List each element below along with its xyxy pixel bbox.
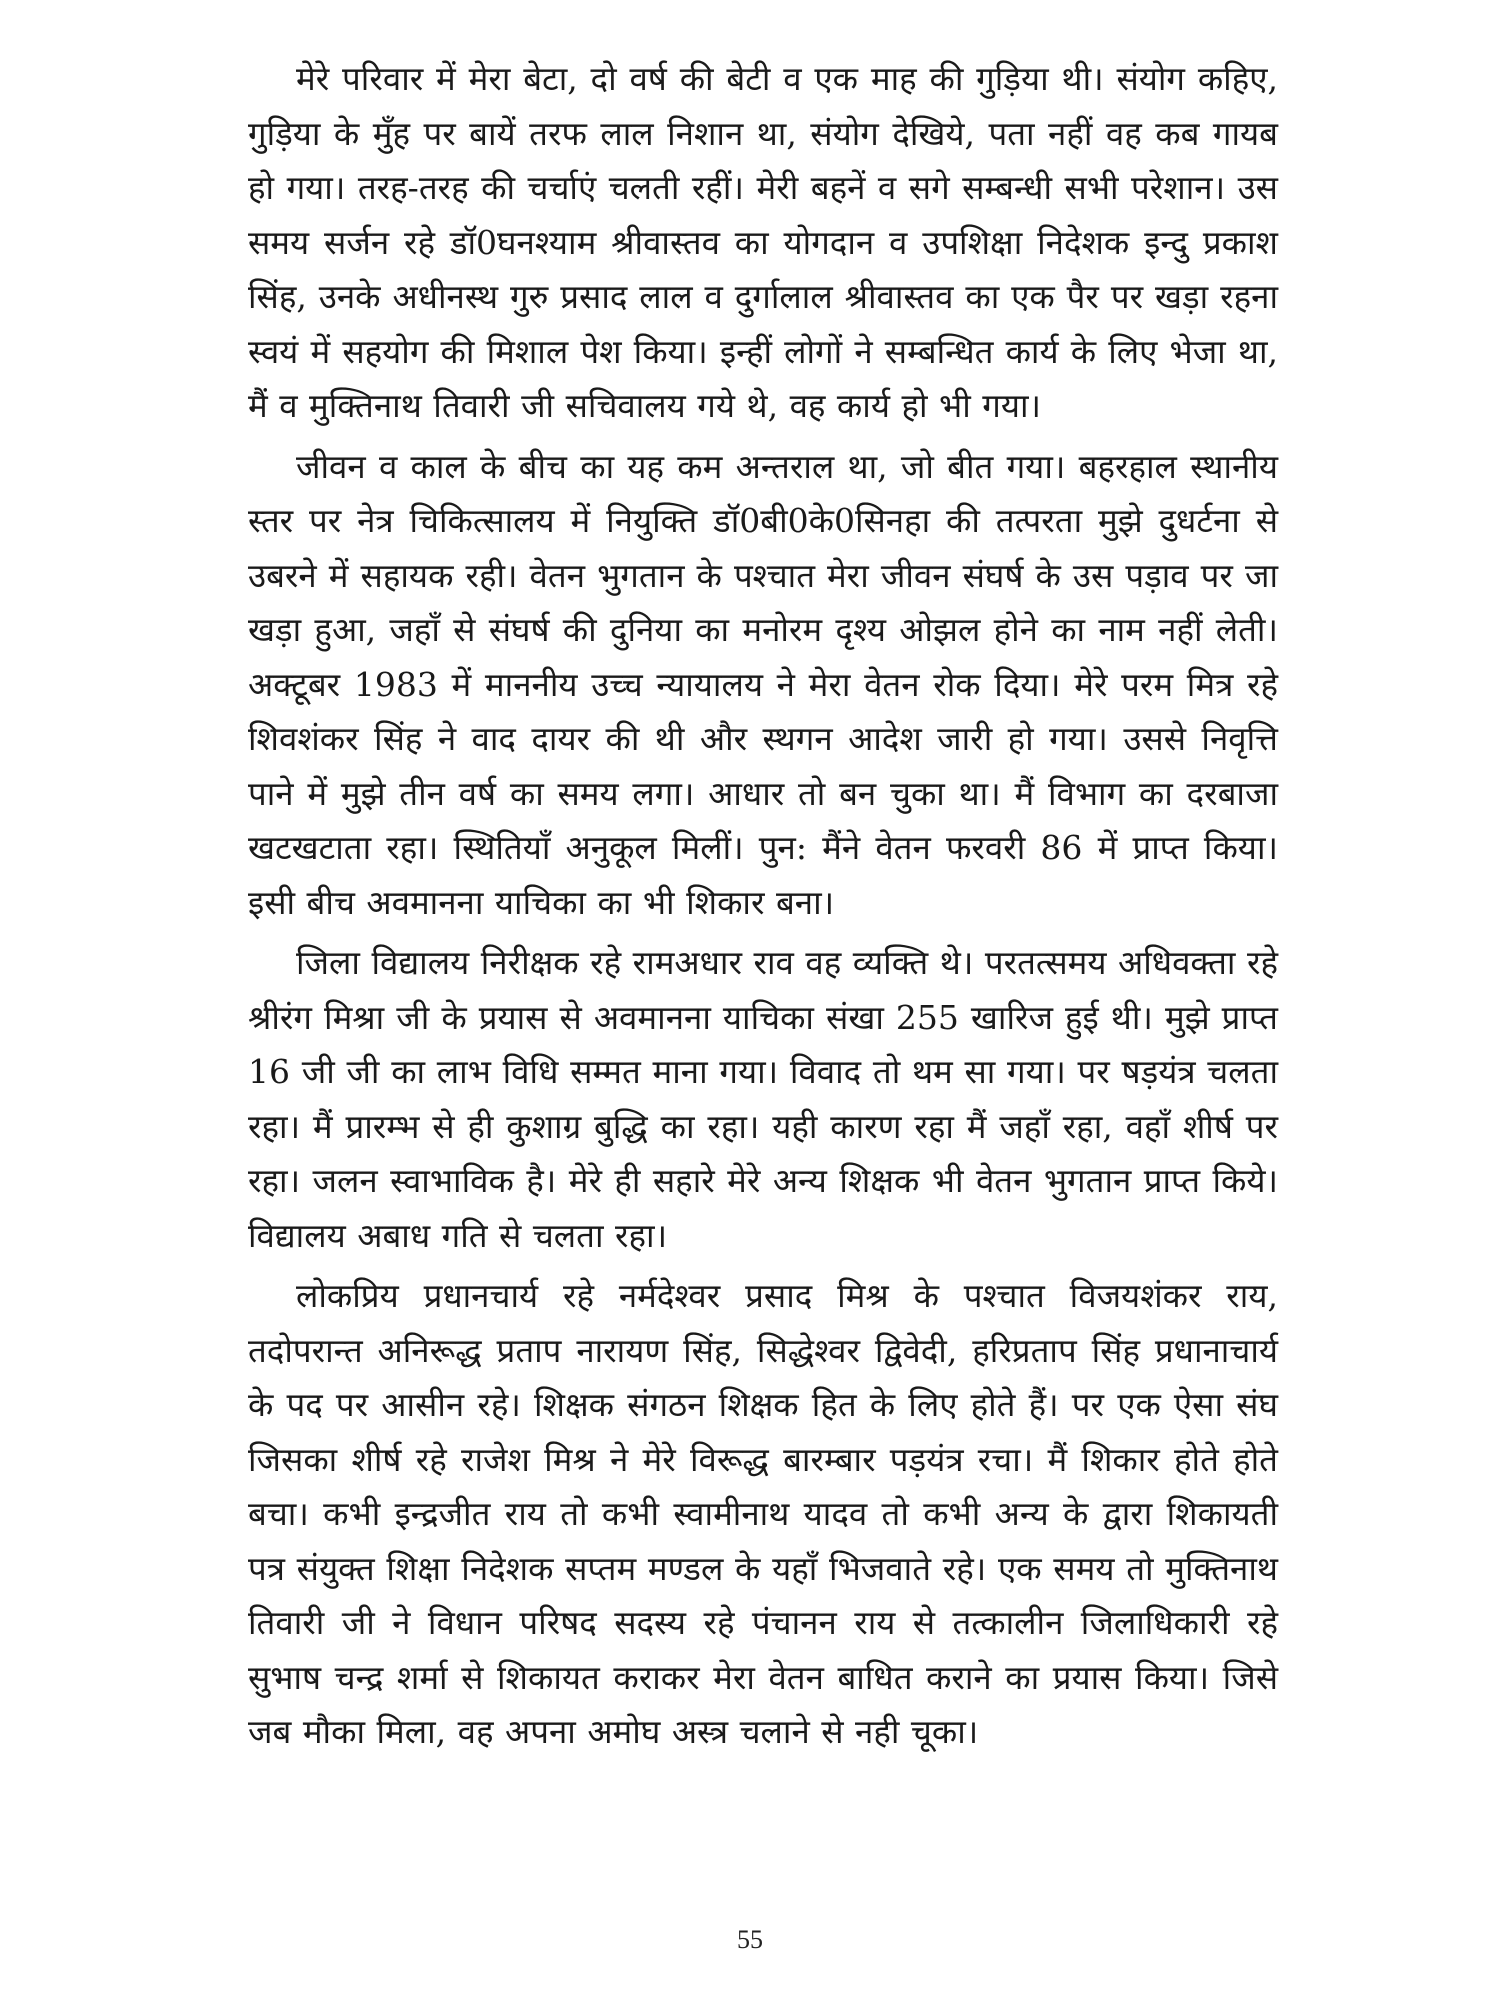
page-number: 55 bbox=[737, 1925, 763, 1954]
page-body bbox=[248, 52, 1278, 1766]
paragraph-1: मेरे परिवार में मेरा बेटा, दो वर्ष की बेटी व एक माह की गुड़िया थी। संयोग कहिए, गुड़िया के मुँह पर बायें तरफ लाल निशान था, संयोग देखिये, पता नहीं वह कब गायब हो गया। तरह-तरह की चर्चाएं चलती रहीं। मेरी बहनें व सगे सम्बन्धी सभी परेशान। उस समय सर्जन रहे डॉ0घनश्याम श्रीवास्तव का योगदान व उपशिक्षा निदेशक इन्दु प्रकाश सिंह, उनके अधीनस्थ गुरु प्रसाद लाल व दुर्गालाल श्रीवास्तव का एक पैर पर खड़ा रहना स्वयं में सहयोग की मिशाल पेश किया। इन्हीं लोगों ने सम्बन्धित कार्य के लिए भेजा था, मैं व मुक्तिनाथ तिवारी जी सचिवालय गये थे, वह कार्य हो भी गया। bbox=[248, 59, 1278, 425]
paragraph-2: जीवन व काल के बीच का यह कम अन्तराल था, जो बीत गया। बहरहाल स्थानीय स्तर पर नेत्र चिकित्सालय में नियुक्ति डॉ0बी0के0सिनहा की तत्परता मुझे दुधर्टना से उबरने में सहायक रही। वेतन भुगतान के पश्चात मेरा जीवन संघर्ष के उस पड़ाव पर जा खड़ा हुआ, जहाँ से संघर्ष की दुनिया का मनोरम दृश्य ओझल होने का नाम नहीं लेती। अक्टूबर 1983 में माननीय उच्च न्यायालय ने मेरा वेतन रोक दिया। मेरे परम मित्र रहे शिवशंकर सिंह ने वाद दायर की थी और स्थगन आदेश जारी हो गया। उससे निवृत्ति पाने में मुझे तीन वर्ष का समय लगा। आधार तो बन चुका था। मैं विभाग का दरबाजा खटखटाता रहा। स्थितियाँ अनुकूल मिलीं। पुन: मैंने वेतन फरवरी 86 में प्राप्त किया। इसी बीच अवमानना याचिका का भी शिकार बना। bbox=[248, 446, 1278, 922]
paragraph-3: जिला विद्यालय निरीक्षक रहे रामअधार राव वह व्यक्ति थे। परतत्समय अधिवक्ता रहे श्रीरंग मिश्रा जी के प्रयास से अवमानना याचिका संखा 255 खारिज हुई थी। मुझे प्राप्त 16 जी जी का लाभ विधि सम्मत माना गया। विवाद तो थम सा गया। पर षड़यंत्र चलता रहा। मैं प्रारम्भ से ही कुशाग्र बुद्धि का रहा। यही कारण रहा मैं जहाँ रहा, वहाँ शीर्ष पर रहा। जलन स्वाभाविक है। मेरे ही सहारे मेरे अन्य शिक्षक भी वेतन भुगतान प्राप्त किये। विद्यालय अबाध गति से चलता रहा। bbox=[248, 943, 1278, 1255]
paragraph-4: लोकप्रिय प्रधानचार्य रहे नर्मदेश्वर प्रसाद मिश्र के पश्चात विजयशंकर राय, तदोपरान्त अनिरूद्ध प्रताप नारायण सिंह, सिद्धेश्वर द्विवेदी, हरिप्रताप सिंह प्रधानाचार्य के पद पर आसीन रहे। शिक्षक संगठन शिक्षक हित के लिए होते हैं। पर एक ऐसा संघ जिसका शीर्ष रहे राजेश मिश्र ने मेरे विरूद्ध बारम्बार पड़यंत्र रचा। मैं शिकार होते होते बचा। कभी इन्द्रजीत राय तो कभी स्वामीनाथ यादव तो कभी अन्य के द्वारा शिकायती पत्र संयुक्त शिक्षा निदेशक सप्तम मण्डल के यहाँ भिजवाते रहे। एक समय तो मुक्तिनाथ तिवारी जी ने विधान परिषद सदस्य रहे पंचानन राय से तत्कालीन जिलाधिकारी रहे सुभाष चन्द्र शर्मा से शिकायत कराकर मेरा वेतन बाधित कराने का प्रयास किया। जिसे जब मौका मिला, वह अपना अमोघ अस्त्र चलाने से नही चूका। bbox=[248, 1276, 1278, 1751]
